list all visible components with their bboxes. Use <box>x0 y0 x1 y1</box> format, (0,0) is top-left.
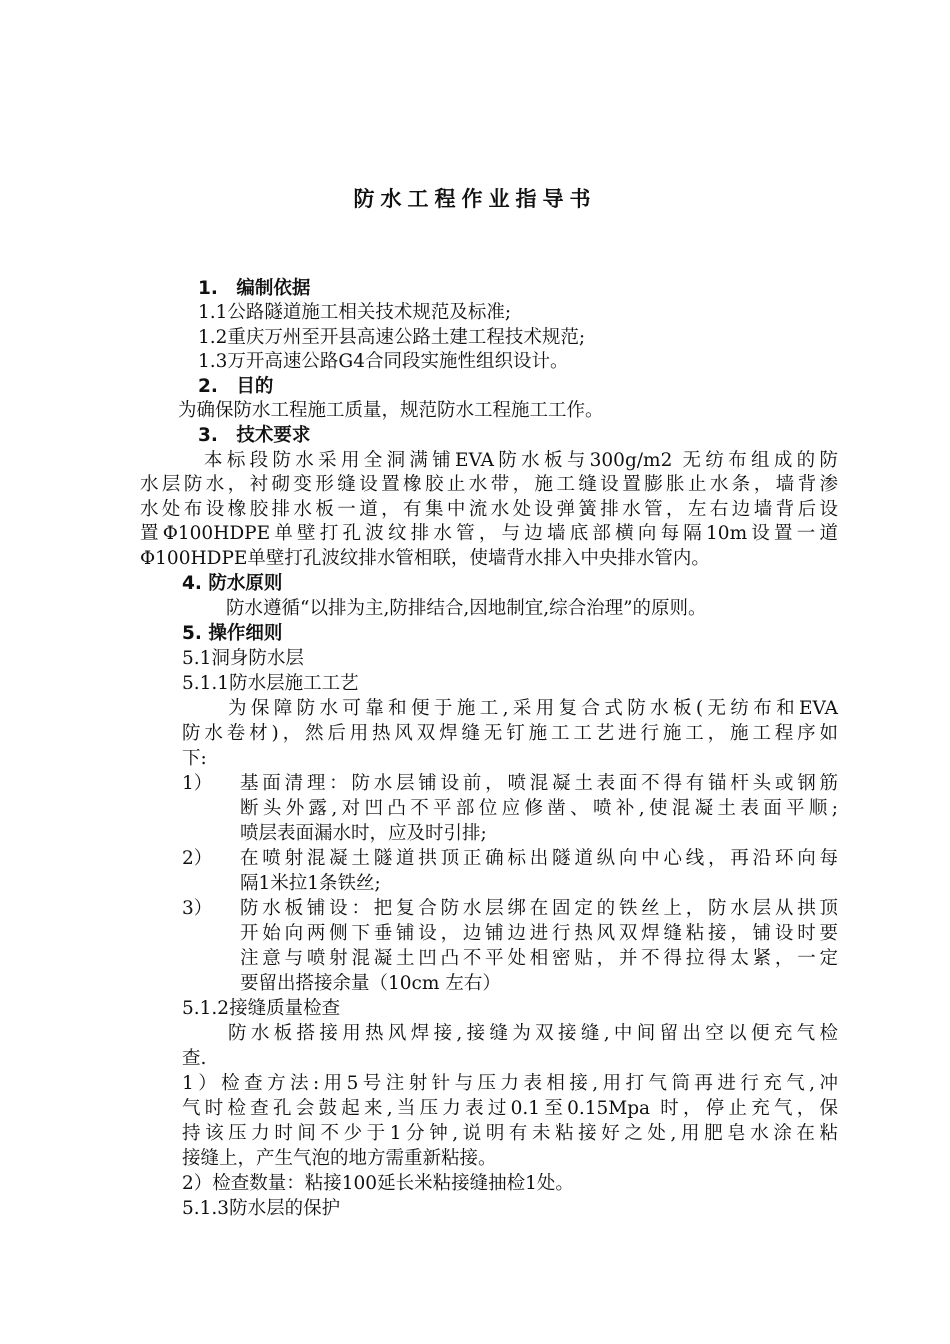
seam-text-line: 查. <box>182 1048 207 1069</box>
check-line: 1）检查方法:用5号注射针与压力表相接,用打气筒再进行充气,冲 <box>182 1073 838 1094</box>
subsection-5-1: 5.1洞身防水层 <box>182 648 304 669</box>
process-intro-line: 防水卷材)，然后用热风双焊缝无钉施工工艺进行施工，施工程序如 <box>182 723 838 744</box>
step-line: 开始向两侧下垂铺设，边铺边进行热风双焊缝粘接，铺设时要 <box>240 923 838 944</box>
check-line: 接缝上，产生气泡的地方需重新粘接。 <box>182 1148 497 1169</box>
check-line: 气时检查孔会鼓起来,当压力表过0.1至0.15Mpa 时，停止充气，保 <box>182 1098 838 1119</box>
basis-item-3: 1.3万开高速公路G4合同段实施性组织设计。 <box>198 351 569 372</box>
step-line: 断头外露,对凹凸不平部位应修凿、喷补,使混凝土表面平顺; <box>240 798 838 819</box>
seam-text-line: 防水板搭接用热风焊接,接缝为双接缝,中间留出空以便充气检 <box>228 1023 838 1044</box>
step-line: 在喷射混凝土隧道拱顶正确标出隧道纵向中心线，再沿环向每 <box>240 848 838 869</box>
step-number: 3） <box>182 898 213 919</box>
step-line: 基面清理：防水层铺设前，喷混凝土表面不得有锚杆头或钢筋 <box>240 773 838 794</box>
tech-req-line: 置Φ100HDPE单壁打孔波纹排水管，与边墙底部横向每隔10m设置一道 <box>140 523 838 544</box>
step-number: 1） <box>182 773 213 794</box>
tech-req-line: Φ100HDPE单壁打孔波纹排水管相联，使墙背水排入中央排水管内。 <box>140 548 710 569</box>
section-2-heading: 2. 目的 <box>198 376 274 397</box>
subsection-5-1-1: 5.1.1防水层施工工艺 <box>182 673 359 694</box>
step-line: 喷层表面漏水时，应及时引排; <box>240 823 487 844</box>
subsection-5-1-2: 5.1.2接缝质量检查 <box>182 998 341 1019</box>
step-line: 隔1米拉1条铁丝; <box>240 873 381 894</box>
process-intro-line: 为保障防水可靠和便于施工,采用复合式防水板(无纺布和EVA <box>228 698 838 719</box>
process-intro-line: 下: <box>182 748 207 769</box>
principle-text: 防水遵循“以排为主,防排结合,因地制宜,综合治理”的原则。 <box>226 598 707 619</box>
step-line: 要留出搭接余量（10cm 左右） <box>240 973 501 994</box>
check-line: 持该压力时间不少于1分钟,说明有未粘接好之处,用肥皂水涂在粘 <box>182 1123 838 1144</box>
tech-req-line: 水层防水，衬砌变形缝设置橡胶止水带，施工缝设置膨胀止水条，墙背渗 <box>140 474 838 495</box>
basis-item-2: 1.2重庆万州至开县高速公路土建工程技术规范; <box>198 327 586 348</box>
document-title: 防水工程作业指导书 <box>353 187 597 211</box>
step-line: 防水板铺设：把复合防水层绑在固定的铁丝上，防水层从拱顶 <box>240 898 838 919</box>
tech-req-line: 本标段防水采用全洞满铺EVA防水板与300g/m2 无纺布组成的防 <box>204 450 838 471</box>
section-5-heading: 5. 操作细则 <box>182 623 283 644</box>
section-4-heading: 4. 防水原则 <box>182 573 283 594</box>
purpose-text: 为确保防水工程施工质量，规范防水工程施工工作。 <box>178 400 604 421</box>
check-line: 2）检查数量：粘接100延长米粘接缝抽检1处。 <box>182 1173 574 1194</box>
subsection-5-1-3: 5.1.3防水层的保护 <box>182 1198 341 1219</box>
section-3-heading: 3. 技术要求 <box>198 425 311 446</box>
tech-req-line: 水处布设橡胶排水板一道，有集中流水处设弹簧排水管，左右边墙背后设 <box>140 499 838 520</box>
step-number: 2） <box>182 848 213 869</box>
basis-item-1: 1.1公路隧道施工相关技术规范及标准; <box>198 302 512 323</box>
step-line: 注意与喷射混凝土凹凸不平处相密贴，并不得拉得太紧，一定 <box>240 948 838 969</box>
section-1-heading: 1. 编制依据 <box>198 278 311 299</box>
